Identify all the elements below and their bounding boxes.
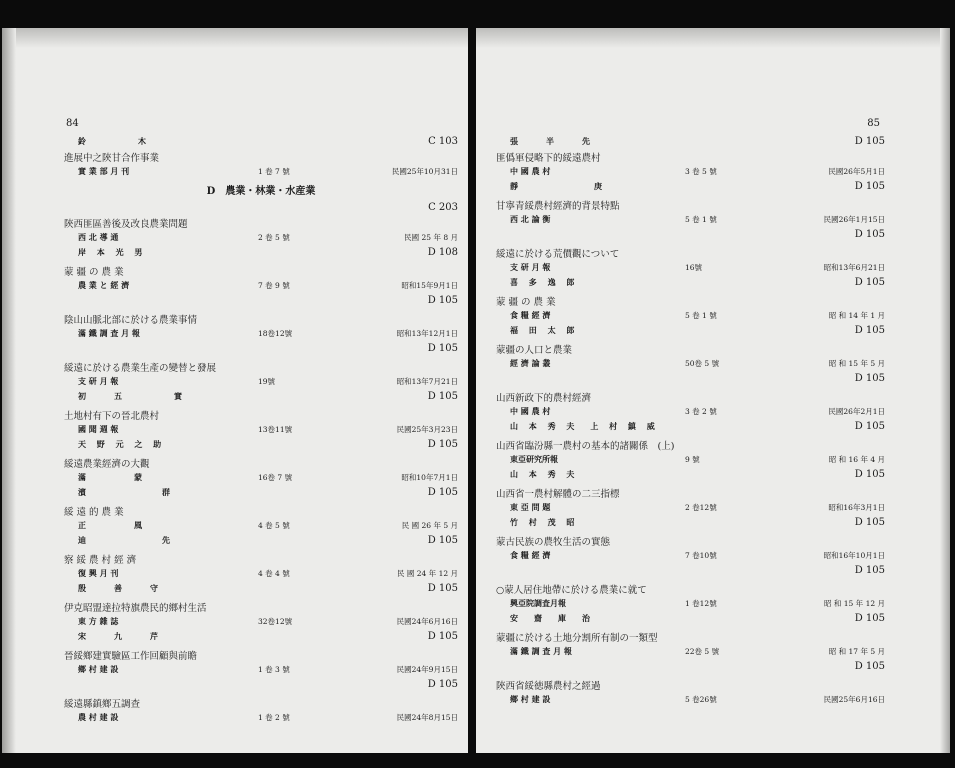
article-title: 綏遠農業經濟の大觀	[64, 458, 150, 470]
publication-date: 民國25年6月16日	[823, 695, 885, 704]
classification-code: D 105	[427, 343, 458, 354]
classification-code: D 105	[427, 535, 458, 546]
entry-line	[496, 452, 885, 467]
bibliography-entry	[64, 599, 458, 644]
publication-date: 民國25年3月23日	[396, 425, 458, 434]
bibliography-entry	[496, 677, 885, 707]
author-name: 岸 本 光 男	[78, 247, 147, 257]
article-title: 蒙疆の人口と農業	[496, 344, 573, 356]
bibliography-entry	[496, 341, 885, 386]
source-name: 國 聞 週 報	[78, 424, 119, 434]
issue-number: 16號	[685, 263, 703, 272]
source-name: 農 村 建 設	[78, 712, 119, 722]
bibliography-entry	[64, 134, 458, 179]
author-name: 天 野 元 之 助	[78, 439, 166, 449]
entry-line	[64, 182, 458, 197]
entry-line	[64, 245, 458, 260]
entry-line	[496, 227, 885, 242]
article-title: 綏 遠 的 農 業	[64, 506, 124, 518]
bibliography-entry	[496, 245, 885, 290]
entry-line	[496, 533, 885, 548]
publication-date: 昭和15年9月1日	[401, 281, 458, 290]
author-name: 鈴 木	[78, 136, 150, 146]
issue-number: 5 卷 1 號	[685, 215, 717, 224]
entry-line	[496, 677, 885, 692]
entry-line	[496, 341, 885, 356]
publication-date: 民國26年5月1日	[828, 167, 885, 176]
entry-line	[496, 164, 885, 179]
bibliography-entry	[496, 389, 885, 434]
entry-line	[64, 710, 458, 725]
entry-line	[64, 359, 458, 374]
entry-line	[496, 149, 885, 164]
article-title: 蒙疆に於ける土地分割所有制の一類型	[496, 632, 658, 644]
classification-code: D 105	[427, 439, 458, 450]
classification-code: D 105	[427, 295, 458, 306]
article-title: 綏遠縣鎮鄉五調查	[64, 698, 141, 710]
article-title: 察 綏 農 村 經 濟	[64, 554, 137, 566]
author-name: 山 本 秀 夫 上 村 鎮 威	[510, 421, 659, 431]
issue-number: 7 卷 9 號	[258, 281, 290, 290]
publication-date: 民 國 26 年 5 月	[401, 521, 458, 530]
entry-line	[496, 515, 885, 530]
issue-number: 5 卷26號	[685, 695, 717, 704]
publication-date: 民 國 24 年 12 月	[396, 569, 458, 578]
bibliography-entry	[64, 647, 458, 692]
article-title: 綏遠に於ける農業生產の變替と發展	[64, 362, 217, 374]
article-title: 陝西省綏徳縣農村之經過	[496, 680, 601, 692]
right-page	[476, 28, 950, 753]
author-name: 迪 先	[78, 535, 174, 545]
entry-line	[496, 197, 885, 212]
entry-line	[64, 695, 458, 710]
entry-line	[64, 437, 458, 452]
classification-code: D 105	[854, 613, 885, 624]
page-number: 84	[66, 118, 79, 129]
source-name: 西 北 論 衡	[510, 214, 551, 224]
issue-number: 7 卷10號	[685, 551, 717, 560]
classification-code: C 103	[428, 136, 458, 147]
entry-line	[64, 374, 458, 389]
entry-line	[64, 662, 458, 677]
publication-date: 昭和16年3月1日	[828, 503, 885, 512]
bibliography-entry	[496, 197, 885, 242]
source-name: 東 方 雜 誌	[78, 616, 119, 626]
entry-list	[496, 134, 885, 710]
entry-line	[496, 389, 885, 404]
entry-line	[496, 611, 885, 626]
author-name: 竹 村 茂 昭	[510, 517, 579, 527]
source-name: 中 國 農 村	[510, 166, 551, 176]
author-name: 濱 群	[78, 487, 174, 497]
publication-date: 昭和16年10月1日	[823, 551, 885, 560]
bibliography-entry	[64, 503, 458, 548]
entry-line	[496, 563, 885, 578]
classification-code: D 105	[854, 181, 885, 192]
bibliography-entry	[64, 200, 458, 260]
entry-line	[64, 149, 458, 164]
entry-line	[496, 212, 885, 227]
publication-date: 昭 和 14 年 1 月	[828, 311, 885, 320]
bibliography-entry	[496, 134, 885, 194]
publication-date: 昭 和 16 年 4 月	[828, 455, 885, 464]
author-name: 張 半 先	[510, 136, 594, 146]
entry-line	[496, 356, 885, 371]
article-title: ○蒙人居住地帶に於ける農業に就て	[496, 584, 647, 596]
article-title: 山西省臨汾縣一農村の基本的諸關係 (上)	[496, 440, 675, 452]
entry-line	[496, 293, 885, 308]
publication-date: 昭和13年12月1日	[396, 329, 458, 338]
article-title: 匪僞軍侵略下的綏遠農村	[496, 152, 601, 164]
entry-line	[496, 485, 885, 500]
source-name: 滿 鐵 調 査 月 報	[78, 328, 140, 338]
publication-date: 昭 和 15 年 12 月	[823, 599, 885, 608]
issue-number: 3 卷 2 號	[685, 407, 717, 416]
issue-number: 1 卷 3 號	[258, 665, 290, 674]
publication-date: 民國24年9月15日	[396, 665, 458, 674]
entry-line	[496, 260, 885, 275]
publication-date: 昭和10年7月1日	[401, 473, 458, 482]
publication-date: 昭和13年7月21日	[396, 377, 458, 386]
bibliography-entry	[64, 407, 458, 452]
bibliography-entry	[64, 359, 458, 404]
publication-date: 民國 25 年 8 月	[404, 233, 458, 242]
section-heading: D 農業・林業・水産業	[206, 186, 316, 197]
issue-number: 22卷 5 號	[685, 647, 720, 656]
entry-line	[64, 200, 458, 215]
entry-line	[496, 179, 885, 194]
issue-number: 3 卷 5 號	[685, 167, 717, 176]
bibliography-entry	[64, 311, 458, 356]
publication-date: 民國26年1月15日	[823, 215, 885, 224]
entry-line	[496, 404, 885, 419]
entry-line	[64, 485, 458, 500]
entry-line	[64, 647, 458, 662]
entry-line	[64, 407, 458, 422]
bibliography-entry	[496, 437, 885, 482]
publication-date: 民國24年8月15日	[396, 713, 458, 722]
source-name: 東 亞 問 題	[510, 502, 551, 512]
classification-code: D 105	[854, 565, 885, 576]
article-title: 蒙 疆 の 農 業	[64, 266, 124, 278]
bibliography-entry	[496, 629, 885, 674]
entry-line	[496, 581, 885, 596]
entry-line	[64, 470, 458, 485]
entry-line	[496, 692, 885, 707]
issue-number: 1 卷 7 號	[258, 167, 290, 176]
classification-code: C 203	[428, 202, 458, 213]
classification-code: D 105	[427, 583, 458, 594]
author-name: 宋 九 芹	[78, 631, 162, 641]
entry-line	[64, 566, 458, 581]
issue-number: 4 卷 5 號	[258, 521, 290, 530]
issue-number: 13卷11號	[258, 425, 293, 434]
bibliography-entry	[64, 263, 458, 308]
author-name: 殷 善 守	[78, 583, 162, 593]
entry-line	[496, 323, 885, 338]
publication-date: 民國26年2月1日	[828, 407, 885, 416]
article-title: 陰山山脈北部に於ける農業事情	[64, 314, 198, 326]
issue-number: 1 卷12號	[685, 599, 717, 608]
source-name: 鄉 村 建 設	[78, 664, 119, 674]
entry-line	[64, 278, 458, 293]
source-name: 食 糧 經 濟	[510, 310, 551, 320]
source-name: 東亞研究所報	[510, 454, 558, 464]
source-name: 支 研 月 報	[510, 262, 551, 272]
article-title: 晉綏鄉建實驗區工作回顧與前瞻	[64, 650, 198, 662]
entry-line	[64, 389, 458, 404]
source-name: 鄉 村 建 設	[510, 694, 551, 704]
bibliography-entry	[64, 182, 458, 197]
author-name: 安 齋 庫 治	[510, 613, 594, 623]
bibliography-entry	[496, 533, 885, 578]
source-name: 西 北 導 通	[78, 232, 119, 242]
issue-number: 4 卷 4 號	[258, 569, 290, 578]
entry-line	[64, 230, 458, 245]
classification-code: D 105	[854, 136, 885, 147]
author-name: 福 田 太 郎	[510, 325, 579, 335]
source-name: 經 濟 論 叢	[510, 358, 551, 368]
publication-date: 民國25年10月31日	[391, 167, 458, 176]
source-name: 正 風	[78, 520, 142, 530]
author-name: 初 五 實	[78, 391, 186, 401]
classification-code: D 105	[427, 391, 458, 402]
entry-line	[496, 467, 885, 482]
source-name: 復 興 月 刊	[78, 568, 119, 578]
article-title: 山西省一農村解體の二三指標	[496, 488, 620, 500]
entry-line	[496, 419, 885, 434]
issue-number: 5 卷 1 號	[685, 311, 717, 320]
classification-code: D 105	[854, 517, 885, 528]
publication-date: 民國24年6月16日	[396, 617, 458, 626]
bibliography-entry	[64, 455, 458, 500]
entry-line	[64, 164, 458, 179]
author-name: 喜 多 逸 郎	[510, 277, 579, 287]
classification-code: D 105	[854, 277, 885, 288]
article-title: 伊克昭盟達拉特旗農民的鄉村生活	[64, 602, 207, 614]
entry-line	[64, 263, 458, 278]
issue-number: 1 卷 2 號	[258, 713, 290, 722]
entry-line	[496, 371, 885, 386]
bibliography-entry	[64, 551, 458, 596]
entry-line	[64, 455, 458, 470]
source-name: 支 研 月 報	[78, 376, 119, 386]
publication-date: 昭 和 17 年 5 月	[828, 647, 885, 656]
entry-line	[496, 437, 885, 452]
classification-code: D 105	[854, 421, 885, 432]
bibliography-entry	[496, 293, 885, 338]
entry-line	[496, 659, 885, 674]
classification-code: D 108	[427, 247, 458, 258]
article-title: 甘寧青綏農村經濟的背景特點	[496, 200, 620, 212]
source-name: 實 業 部 月 刊	[78, 166, 130, 176]
entry-line	[64, 581, 458, 596]
entry-line	[64, 134, 458, 149]
entry-line	[496, 275, 885, 290]
article-title: 綏遠に於ける荒價觀について	[496, 248, 620, 260]
author-name: 山 本 秀 夫	[510, 469, 579, 479]
bibliography-entry	[496, 485, 885, 530]
entry-line	[64, 422, 458, 437]
entry-line	[64, 551, 458, 566]
entry-line	[64, 599, 458, 614]
source-name: 中 國 農 村	[510, 406, 551, 416]
issue-number: 32卷12號	[258, 617, 293, 626]
entry-line	[64, 533, 458, 548]
classification-code: D 105	[854, 373, 885, 384]
issue-number: 2 卷12號	[685, 503, 717, 512]
entry-line	[64, 677, 458, 692]
article-title: 進展中之陝甘合作事業	[64, 152, 160, 164]
entry-line	[64, 311, 458, 326]
entry-line	[496, 245, 885, 260]
article-title: 山西新政下的農村經濟	[496, 392, 592, 404]
article-title: 蒙 疆 の 農 業	[496, 296, 556, 308]
publication-date: 昭和13年6月21日	[823, 263, 885, 272]
entry-line	[64, 629, 458, 644]
entry-line	[64, 215, 458, 230]
entry-line	[496, 500, 885, 515]
classification-code: D 105	[854, 661, 885, 672]
entry-line	[64, 341, 458, 356]
classification-code: D 105	[427, 679, 458, 690]
entry-line	[64, 518, 458, 533]
entry-line	[496, 548, 885, 563]
entry-line	[496, 629, 885, 644]
bibliography-entry	[496, 581, 885, 626]
entry-line	[496, 308, 885, 323]
entry-line	[496, 644, 885, 659]
article-title: 陝西匪區善後及改良農業問題	[64, 218, 188, 230]
classification-code: D 105	[427, 631, 458, 642]
page-number: 85	[867, 118, 880, 129]
issue-number: 19號	[258, 377, 276, 386]
entry-line	[496, 134, 885, 149]
entry-line	[64, 614, 458, 629]
publication-date: 昭 和 15 年 5 月	[828, 359, 885, 368]
issue-number: 16卷 7 號	[258, 473, 293, 482]
author-name: 靜 庚	[510, 181, 606, 191]
classification-code: D 105	[854, 325, 885, 336]
classification-code: D 105	[854, 469, 885, 480]
entry-line	[64, 293, 458, 308]
classification-code: D 105	[427, 487, 458, 498]
entry-line	[64, 503, 458, 518]
source-name: 食 糧 經 濟	[510, 550, 551, 560]
entry-list	[64, 134, 458, 728]
issue-number: 9 號	[685, 455, 700, 464]
article-title: 蒙古民族の農牧生活の實態	[496, 536, 611, 548]
entry-line	[64, 326, 458, 341]
source-name: 農 業 と 經 濟	[78, 280, 130, 290]
classification-code: D 105	[854, 229, 885, 240]
source-name: 滿 鐵 調 査 月 報	[510, 646, 572, 656]
entry-line	[496, 596, 885, 611]
issue-number: 50卷 5 號	[685, 359, 720, 368]
source-name: 興亞院調査月報	[510, 598, 566, 608]
issue-number: 2 卷 5 號	[258, 233, 290, 242]
left-page	[2, 28, 468, 753]
article-title: 土地村有下の晉北農村	[64, 410, 160, 422]
source-name: 滿 蒙	[78, 472, 142, 482]
bibliography-entry	[64, 695, 458, 725]
issue-number: 18卷12號	[258, 329, 293, 338]
